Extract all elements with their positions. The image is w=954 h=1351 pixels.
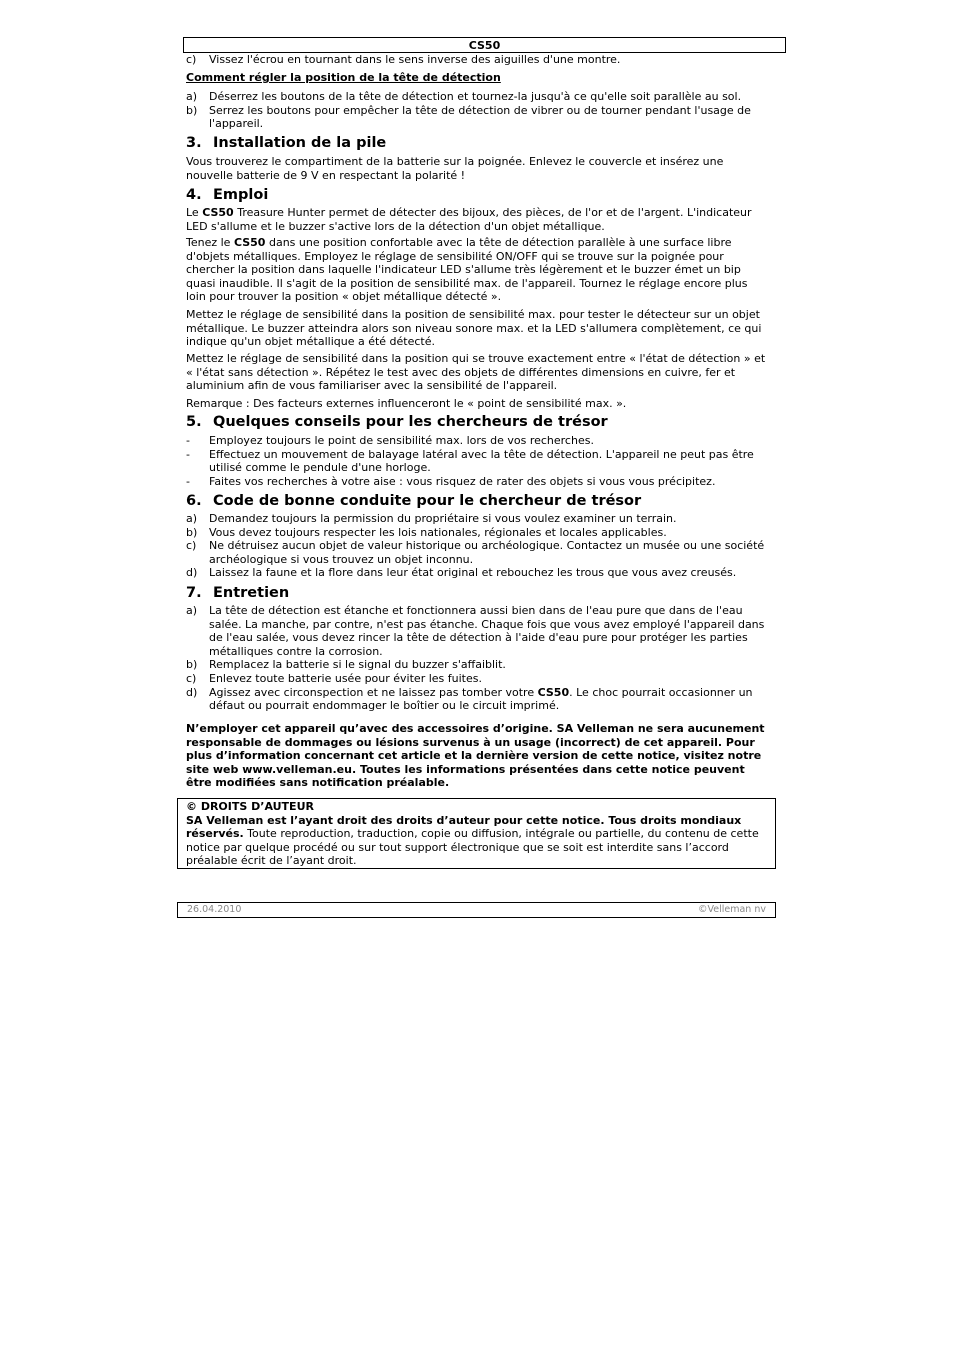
footer-date: 26.04.2010	[187, 904, 242, 915]
model-name: CS50	[537, 685, 570, 699]
list-item	[186, 539, 768, 566]
copyright-text	[186, 814, 767, 868]
section-title: Emploi	[213, 187, 269, 203]
list-text: Serrez les boutons pour empêcher la tête de détection de vibrer ou de tourner pendant l'usage de l'appareil.	[209, 103, 751, 131]
text: Tenez le	[186, 236, 234, 249]
list-marker: -	[186, 434, 190, 447]
section-title: Code de bonne conduite pour le chercheur de trésor	[213, 493, 642, 509]
list-text: . Le choc pourrait occasionner un défaut ou pourrait endommager le boîtier ou le circuit imprimé.	[209, 685, 753, 713]
section-4-para-2	[186, 236, 768, 304]
page-header	[183, 37, 786, 53]
copyright-title: © DROITS D’AUTEUR	[186, 800, 314, 813]
section-title: Quelques conseils pour les chercheurs de trésor	[213, 414, 608, 430]
section-4-para-1	[186, 206, 768, 233]
list-marker: a)	[186, 90, 198, 103]
text: Treasure Hunter permet de détecter des bijoux, des pièces, de l'or et de l'argent. L'indicateur LED s'allume et le buzzer s'active lors de la détection d'un objet métallique.	[186, 206, 752, 233]
list-marker: d)	[186, 685, 198, 699]
list-marker: -	[186, 447, 190, 461]
section-title: Installation de la pile	[213, 135, 387, 151]
list-item	[186, 90, 768, 104]
section-5-heading	[186, 413, 608, 431]
section-number: 7.	[186, 585, 202, 601]
section-4-para-5: Remarque : Des facteurs externes influenceront le « point de sensibilité max. ».	[186, 397, 627, 410]
section-number: 5.	[186, 414, 202, 430]
section-4-para-3: Mettez le réglage de sensibilité dans la position de sensibilité max. pour tester le détecteur sur un objet métallique. Le buzzer atteindra alors son niveau sonore max. et la LED s'allumera complètement, ce qui indique qu'un objet métallique a été détecté.	[186, 308, 762, 349]
list-item	[186, 448, 768, 475]
section-4-para-4: Mettez le réglage de sensibilité dans la position qui se trouve exactement entre « l'état de détection » et « l'état sans détection ». Répétez le test avec des objets de différentes dimensions en cuivre, fer et aluminium afin de vous familiariser avec la sensibilité de l'appareil.	[186, 352, 766, 393]
list-marker: a)	[186, 604, 198, 617]
list-marker: d)	[186, 566, 198, 580]
model-name: CS50	[233, 236, 266, 249]
list-text: Remplacez la batterie si le signal du buzzer s'affaiblit.	[209, 658, 506, 672]
list-marker: b)	[186, 525, 198, 539]
list-text: Demandez toujours la permission du propriétaire si vous voulez examiner un terrain.	[209, 512, 677, 525]
section-number: 3.	[186, 135, 202, 151]
disclaimer-notice: N’employer cet appareil qu’avec des accessoires d’origine. SA Velleman ne sera aucunement responsable de dommages ou lésions survenus à un usage (incorrect) de cet appareil. Pour plus d’information concernant cet article et la dernière version de cette notice, visitez notre site web www.velleman.eu. Toutes les informations présentées dans cette notice peuvent être modifiées sans notification préalable.	[186, 722, 765, 790]
list-text: Enlevez toute batterie usée pour éviter les fuites.	[209, 671, 482, 685]
header-model: CS50	[468, 39, 501, 52]
section-number: 4.	[186, 187, 202, 203]
list-item	[186, 104, 768, 131]
list-marker: -	[186, 474, 190, 488]
list-item	[186, 512, 768, 526]
list-item	[186, 566, 768, 580]
section-3-heading	[186, 134, 386, 152]
section-number: 6.	[186, 493, 202, 509]
model-name: CS50	[202, 206, 234, 219]
list-marker: a)	[186, 512, 198, 525]
list-text: Ne détruisez aucun objet de valeur historique ou archéologique. Contactez un musée ou une société archéologique si vous trouvez un objet inconnu.	[209, 539, 765, 566]
list-marker: c)	[186, 539, 197, 553]
list-item	[186, 658, 768, 672]
copyright-body: Toute reproduction, traduction, copie ou diffusion, intégrale ou partielle, du contenu de cette notice par quelque procédé ou sur tout support électronique que se soit est interdite sans l’accord préalable écrit de l’ayant droit.	[186, 827, 759, 868]
list-text: Effectuez un mouvement de balayage latéral avec la tête de détection. L'appareil ne peut pas être utilisé comme le pendule d'une horloge.	[209, 447, 754, 475]
section-5-list	[186, 434, 768, 488]
copyright-box	[177, 798, 776, 869]
section-3-text: Vous trouverez le compartiment de la batterie sur la poignée. Enlevez le couvercle et insérez une nouvelle batterie de 9 V en respectant la polarité !	[186, 155, 724, 182]
list-text: Vissez l'écrou en tournant dans le sens inverse des aiguilles d'une montre.	[209, 53, 621, 66]
list-item	[186, 604, 768, 658]
section-6-list	[186, 512, 768, 580]
section-4-heading	[186, 186, 268, 204]
list-text: Déserrez les boutons de la tête de détection et tournez-la jusqu'à ce qu'elle soit parallèle au sol.	[209, 90, 742, 103]
page-footer	[177, 902, 776, 918]
subsection-title: Comment régler la position de la tête de détection	[186, 71, 501, 84]
list-marker: b)	[186, 658, 198, 672]
list-text: Agissez avec circonspection et ne laissez pas tomber votre	[209, 685, 538, 699]
list-marker: c)	[186, 671, 197, 685]
list-marker: c)	[186, 53, 197, 66]
section-7-list	[186, 604, 768, 713]
intro-item-c	[186, 53, 791, 67]
copyright-bold: SA Velleman est l’ayant droit des droits d’auteur pour cette notice. Tous droits mondiaux réservés.	[186, 813, 742, 841]
footer-brand: ©Velleman nv	[698, 904, 766, 915]
section-6-heading	[186, 492, 641, 510]
list-text: Vous devez toujours respecter les lois nationales, régionales et locales applicables.	[209, 525, 667, 539]
list-item	[186, 434, 768, 448]
list-text: Faites vos recherches à votre aise : vous risquez de rater des objets si vous vous précipitez.	[209, 474, 716, 488]
list-item	[186, 475, 768, 489]
text: Le	[186, 206, 203, 219]
list-item	[186, 686, 768, 713]
section-7-heading	[186, 584, 289, 602]
list-text: Employez toujours le point de sensibilité max. lors de vos recherches.	[209, 434, 594, 447]
list-marker: b)	[186, 103, 198, 117]
subsection-list	[186, 90, 768, 131]
list-text: La tête de détection est étanche et fonctionnera aussi bien dans de l'eau pure que dans de l'eau salée. La manche, par contre, n'est pas étanche. Chaque fois que vous avez employé l'appareil dans de l'eau salée, vous devez rincer la tête de détection à l'aide d'eau pure pour protéger les parties métalliques contre la corrosion.	[209, 604, 765, 658]
text: dans une position confortable avec la tête de détection parallèle à une surface libre d'objets métalliques. Employez le réglage de sensibilité ON/OFF qui se trouve sur la poignée pour chercher la position dans laquelle l'indicateur LED s'allume très légèrement et le buzzer émet un bip quasi inaudible. Il s'agit de la position de sensibilité max. de l'appareil. Tournez le réglage encore plus loin pour trouver la position « objet métallique détecté ».	[186, 236, 748, 304]
section-title: Entretien	[213, 585, 290, 601]
list-text: Laissez la faune et la flore dans leur état original et rebouchez les trous que vous avez creusés.	[209, 566, 737, 580]
list-item	[186, 672, 768, 686]
list-item	[186, 526, 768, 540]
